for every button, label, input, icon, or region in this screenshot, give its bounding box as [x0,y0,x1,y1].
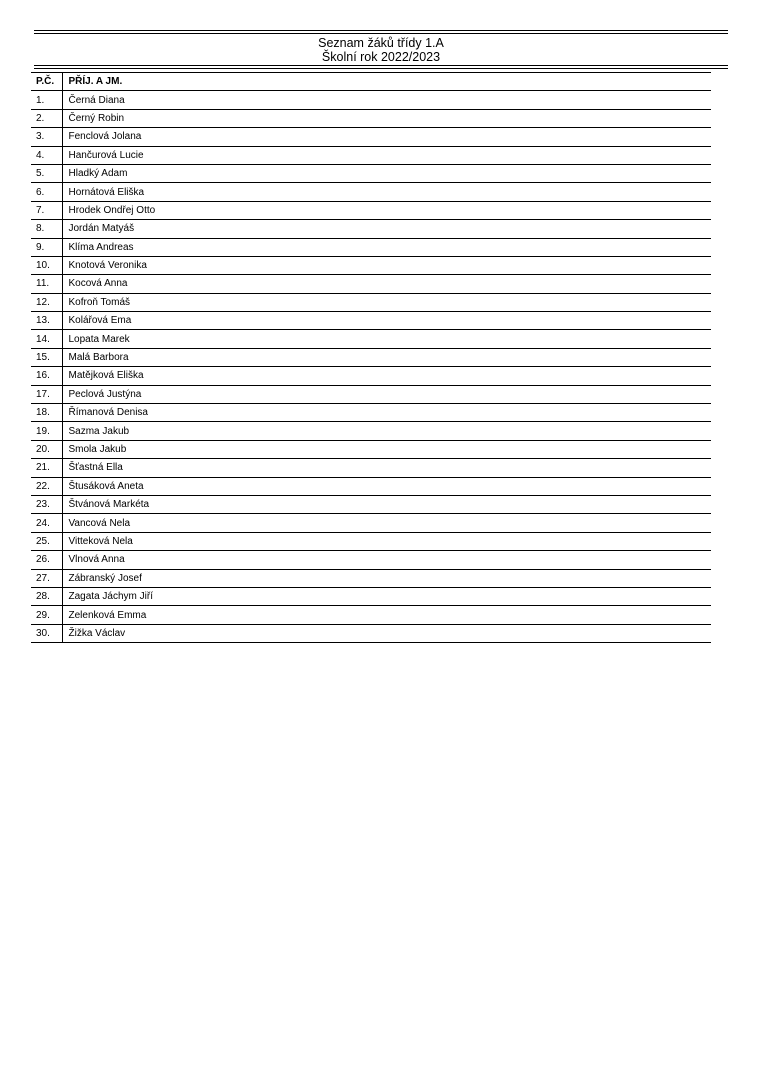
student-name: Kolářová Ema [62,312,711,330]
table-row [31,312,711,330]
student-name: Šťastná Ella [62,459,711,477]
table-row [31,164,711,182]
table-row [31,532,711,550]
student-name: Smola Jakub [62,440,711,458]
table-row [31,146,711,164]
table-row [31,551,711,569]
table-row [31,330,711,348]
student-name: Knotová Veronika [62,256,711,274]
row-number: 20. [31,440,62,458]
student-name: Kofroň Tomáš [62,293,711,311]
student-name: Klíma Andreas [62,238,711,256]
student-name: Zábranský Josef [62,569,711,587]
table-row [31,514,711,532]
table-row [31,422,711,440]
row-number: 22. [31,477,62,495]
row-number: 12. [31,293,62,311]
student-table [31,72,711,643]
table-row [31,495,711,513]
student-name: Hančurová Lucie [62,146,711,164]
table-row [31,348,711,366]
row-number: 18. [31,404,62,422]
table-row [31,238,711,256]
table-row [31,220,711,238]
row-number: 15. [31,348,62,366]
row-number: 9. [31,238,62,256]
row-number: 13. [31,312,62,330]
header-titles [34,34,728,65]
row-number: 10. [31,256,62,274]
row-number: 27. [31,569,62,587]
row-number: 26. [31,551,62,569]
table-row [31,459,711,477]
row-number: 28. [31,587,62,605]
row-number: 19. [31,422,62,440]
row-number: 7. [31,201,62,219]
student-name: Černý Robin [62,109,711,127]
student-name: Hornátová Eliška [62,183,711,201]
row-number: 3. [31,128,62,146]
table-row [31,477,711,495]
row-number: 25. [31,532,62,550]
table-row [31,293,711,311]
row-number: 5. [31,164,62,182]
row-number: 24. [31,514,62,532]
table-row [31,385,711,403]
student-name: Matějková Eliška [62,367,711,385]
row-number: 30. [31,624,62,642]
table-row [31,275,711,293]
column-header-name: PŘÍJ. A JM. [62,73,711,91]
row-number: 23. [31,495,62,513]
row-number: 1. [31,91,62,109]
table-row [31,569,711,587]
student-name: Zagata Jáchym Jiří [62,587,711,605]
student-name: Zelenková Emma [62,606,711,624]
student-name: Kocová Anna [62,275,711,293]
table-row [31,109,711,127]
table-row [31,201,711,219]
column-header-number: P.Č. [31,73,62,91]
table-row [31,367,711,385]
student-name: Římanová Denisa [62,404,711,422]
table-row [31,587,711,605]
row-number: 14. [31,330,62,348]
row-number: 29. [31,606,62,624]
row-number: 21. [31,459,62,477]
table-row [31,256,711,274]
table-row [31,183,711,201]
student-name: Žižka Václav [62,624,711,642]
document-header [34,30,728,69]
header-bottom-rule [34,65,728,69]
student-name: Hladký Adam [62,164,711,182]
student-name: Jordán Matyáš [62,220,711,238]
student-name: Černá Diana [62,91,711,109]
row-number: 16. [31,367,62,385]
table-row [31,606,711,624]
document-subtitle: Školní rok 2022/2023 [321,50,441,64]
document-title: Seznam žáků třídy 1.A [318,36,444,50]
student-table-wrap [31,72,711,643]
student-name: Sazma Jakub [62,422,711,440]
row-number: 17. [31,385,62,403]
row-number: 4. [31,146,62,164]
table-row [31,404,711,422]
table-header-row [31,73,711,91]
student-name: Peclová Justýna [62,385,711,403]
student-name: Hrodek Ondřej Otto [62,201,711,219]
row-number: 11. [31,275,62,293]
student-name: Vlnová Anna [62,551,711,569]
row-number: 6. [31,183,62,201]
table-row [31,91,711,109]
student-name: Malá Barbora [62,348,711,366]
student-name: Štvánová Markéta [62,495,711,513]
table-body [31,91,711,643]
student-name: Vitteková Nela [62,532,711,550]
row-number: 2. [31,109,62,127]
student-name: Štusáková Aneta [62,477,711,495]
table-row [31,624,711,642]
row-number: 8. [31,220,62,238]
table-row [31,440,711,458]
student-name: Lopata Marek [62,330,711,348]
student-name: Vancová Nela [62,514,711,532]
table-row [31,128,711,146]
student-name: Fenclová Jolana [62,128,711,146]
